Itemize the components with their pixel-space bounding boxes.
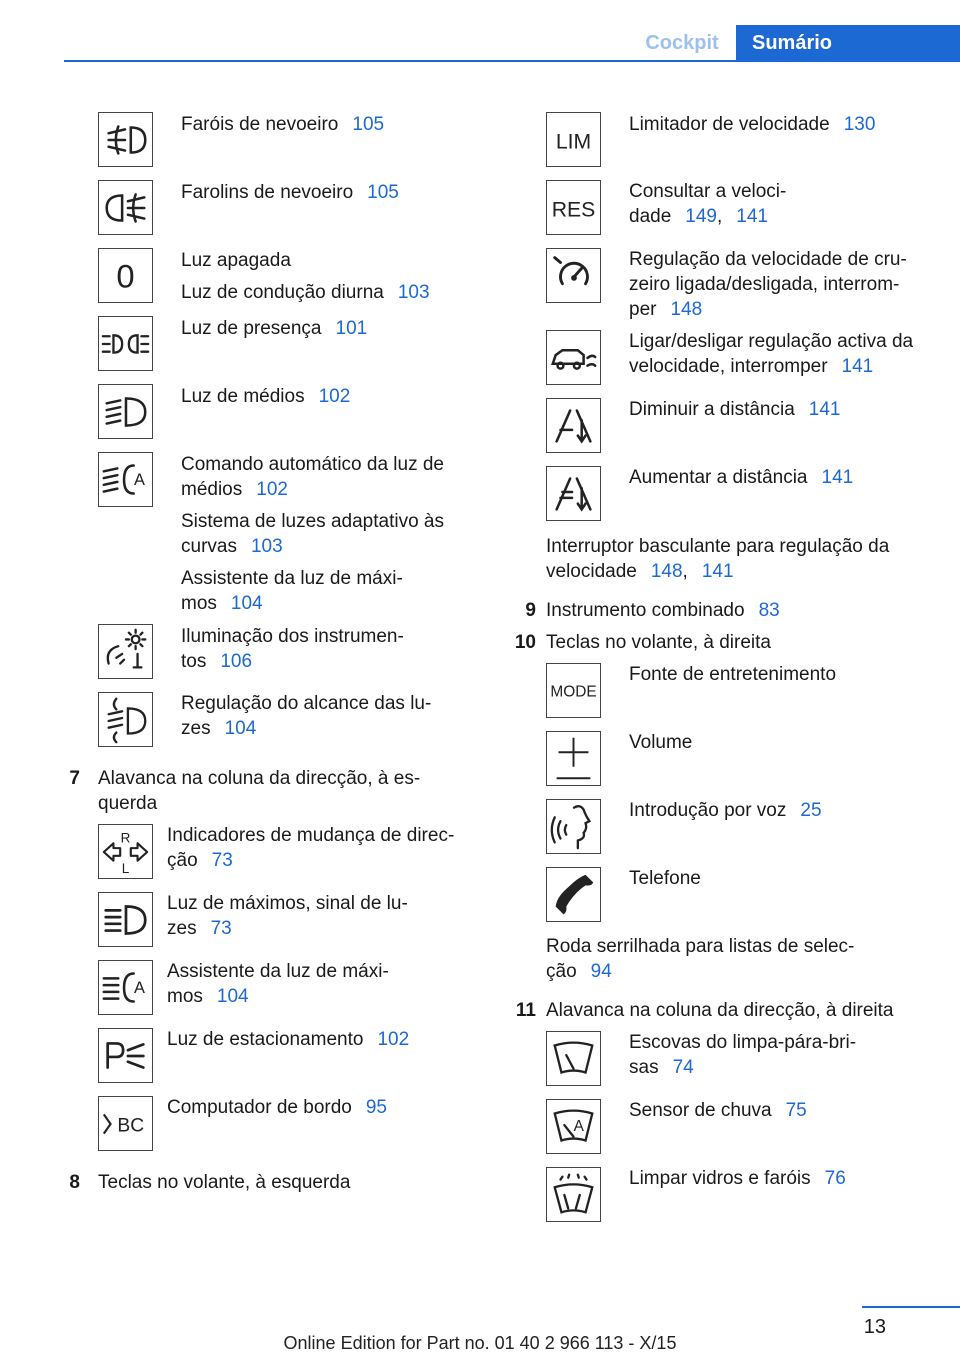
- item-high-beam-assist: Assistente da luz de máxi- mos 104: [181, 568, 403, 614]
- item-low-beam: Luz de médios 102: [181, 386, 351, 407]
- page-link[interactable]: 105: [367, 182, 399, 203]
- svg-text:RES: RES: [551, 198, 596, 222]
- section-number: 11: [515, 1000, 536, 1021]
- tab-sumario[interactable]: Sumário: [736, 25, 960, 61]
- section-heading: Teclas no volante, à direita: [546, 632, 771, 653]
- front-fog-light-icon: [98, 112, 153, 167]
- item-turn-signal: Indicadores de mudança de direc- ção 73: [167, 825, 455, 871]
- item-high-beam-assist-2: Assistente da luz de máxi- mos 104: [167, 961, 389, 1007]
- item-speed-limiter: Limitador de velocidade 130: [629, 114, 876, 135]
- item-entertainment-source: Fonte de entretenimento: [629, 664, 837, 685]
- page-link[interactable]: 73: [210, 918, 232, 939]
- cruise-control-icon: [546, 248, 601, 303]
- page-link[interactable]: 149: [685, 206, 717, 227]
- item-front-fog: Faróis de nevoeiro 105: [181, 114, 385, 135]
- rear-fog-light-icon: [98, 180, 153, 235]
- svg-text:A: A: [134, 978, 145, 997]
- item-volume: Volume: [629, 732, 693, 753]
- item-daytime-light: Luz de condução diurna 103: [181, 282, 430, 303]
- item-increase-distance: Aumentar a distância 141: [629, 467, 854, 488]
- page-link[interactable]: 106: [220, 651, 253, 672]
- svg-text:BC: BC: [117, 1115, 145, 1137]
- section-number: 8: [69, 1172, 80, 1193]
- item-parking-light: Luz de estacionamento 102: [167, 1029, 410, 1050]
- item-rocker-switch: Interruptor basculante para regulação da velocidade 148, 141: [546, 536, 890, 582]
- item-rear-fog: Farolins de nevoeiro 105: [181, 182, 399, 203]
- voice-input-icon: [546, 799, 601, 854]
- item-cruise-control: Regulação da velocidade de cru- zeiro ligada/desligada, interrom- per 148: [629, 249, 907, 320]
- item-lights-off: Luz apagada: [181, 250, 291, 271]
- page-link[interactable]: 94: [590, 961, 612, 982]
- tab-cockpit[interactable]: Cockpit: [630, 25, 734, 61]
- auto-low-beam-icon: [98, 452, 153, 507]
- item-adaptive-curve: Sistema de luzes adaptativo às curvas 103: [181, 511, 444, 557]
- page-link[interactable]: 148: [650, 561, 683, 582]
- wash-icon: [546, 1167, 601, 1222]
- svg-text:0: 0: [116, 257, 135, 295]
- page-link[interactable]: 104: [230, 593, 263, 614]
- page-link[interactable]: 141: [841, 356, 874, 377]
- high-beam-assist-icon: [98, 960, 153, 1015]
- high-beam-icon: [98, 892, 153, 947]
- section-heading: Instrumento combinado 83: [546, 600, 780, 621]
- svg-text:L: L: [121, 861, 130, 877]
- phone-icon: [546, 867, 601, 922]
- item-thumbwheel: Roda serrilhada para listas de selec- ção 94: [546, 936, 855, 982]
- footer-rule: [862, 1306, 960, 1308]
- page-link[interactable]: 75: [785, 1100, 807, 1121]
- page-link[interactable]: 102: [256, 479, 288, 500]
- item-instrument-lighting: Iluminação dos instrumen- tos 106: [181, 626, 404, 672]
- page-link[interactable]: 141: [821, 467, 854, 488]
- lights-off-icon: [98, 248, 153, 303]
- parking-lights-icon: [98, 316, 153, 371]
- page-link[interactable]: 105: [352, 114, 385, 135]
- header-rule: [64, 60, 960, 62]
- page-link[interactable]: 148: [670, 299, 703, 320]
- parking-light-icon: [98, 1028, 153, 1083]
- page-link[interactable]: 141: [701, 561, 734, 582]
- low-beam-icon: [98, 384, 153, 439]
- board-computer-icon: [98, 1096, 153, 1151]
- rain-sensor-icon: [546, 1099, 601, 1154]
- section-number: 9: [525, 600, 536, 621]
- item-active-cruise: Ligar/desligar regulação activa da velocidade, interromper 141: [629, 331, 914, 377]
- section-number: 7: [69, 768, 80, 789]
- item-board-computer: Computador de bordo 95: [167, 1097, 387, 1118]
- volume-icon: [546, 731, 601, 786]
- headlight-range-icon: [98, 692, 153, 747]
- item-rain-sensor: Sensor de chuva 75: [629, 1100, 807, 1121]
- page-link[interactable]: 101: [335, 318, 368, 339]
- page-link[interactable]: 103: [250, 536, 283, 557]
- page-link[interactable]: 141: [736, 206, 768, 227]
- item-parking-lights: Luz de presença 101: [181, 318, 368, 339]
- section-heading: Alavanca na coluna da direcção, à direita: [546, 1000, 894, 1021]
- item-phone: Telefone: [629, 868, 701, 889]
- item-auto-low-beam: Comando automático da luz de médios 102: [181, 454, 444, 500]
- increase-distance-icon: [546, 466, 601, 521]
- svg-text:LIM: LIM: [555, 130, 592, 154]
- page-link[interactable]: 102: [318, 386, 351, 407]
- mode-button-icon: [546, 663, 601, 718]
- svg-text:A: A: [134, 470, 145, 489]
- page-link[interactable]: 73: [211, 850, 233, 871]
- section-heading: Teclas no volante, à esquerda: [98, 1172, 351, 1193]
- page-link[interactable]: 130: [843, 114, 876, 135]
- edition-footer: Online Edition for Part no. 01 40 2 966 113 - X/15: [283, 1333, 677, 1353]
- page-link[interactable]: 76: [824, 1168, 846, 1189]
- section-heading: Alavanca na coluna da direcção, à es- querda: [98, 768, 421, 814]
- active-cruise-icon: [546, 330, 601, 385]
- page-link[interactable]: 83: [758, 600, 780, 621]
- page-link[interactable]: 103: [397, 282, 430, 303]
- item-high-beam: Luz de máximos, sinal de lu- zes 73: [167, 893, 408, 939]
- decrease-distance-icon: [546, 398, 601, 453]
- item-voice-input: Introdução por voz 25: [629, 800, 822, 821]
- item-resume-speed: Consultar a veloci- dade 149, 141: [629, 181, 787, 227]
- page-link[interactable]: 74: [672, 1057, 694, 1078]
- page-link[interactable]: 141: [808, 399, 841, 420]
- page-number: 13: [863, 1316, 886, 1338]
- item-decrease-distance: Diminuir a distância 141: [629, 399, 841, 420]
- page-link[interactable]: 25: [800, 800, 822, 821]
- svg-text:R: R: [120, 830, 131, 846]
- wiper-icon: [546, 1031, 601, 1086]
- instrument-lighting-icon: [98, 624, 153, 679]
- item-wash: Limpar vidros e faróis 76: [629, 1168, 846, 1189]
- page-link[interactable]: 102: [377, 1029, 410, 1050]
- svg-text:MODE: MODE: [550, 683, 597, 701]
- section-number: 10: [514, 632, 536, 653]
- speed-limiter-icon: [546, 112, 601, 167]
- turn-signal-icon: [98, 824, 153, 879]
- page-link[interactable]: 95: [365, 1097, 387, 1118]
- svg-text:A: A: [573, 1117, 584, 1135]
- page-link[interactable]: 104: [224, 718, 257, 739]
- item-wipers: Escovas do limpa-pára-bri- sas 74: [629, 1032, 857, 1078]
- item-headlight-range: Regulação do alcance das lu- zes 104: [181, 693, 432, 739]
- resume-speed-icon: [546, 180, 601, 235]
- page-link[interactable]: 104: [216, 986, 249, 1007]
